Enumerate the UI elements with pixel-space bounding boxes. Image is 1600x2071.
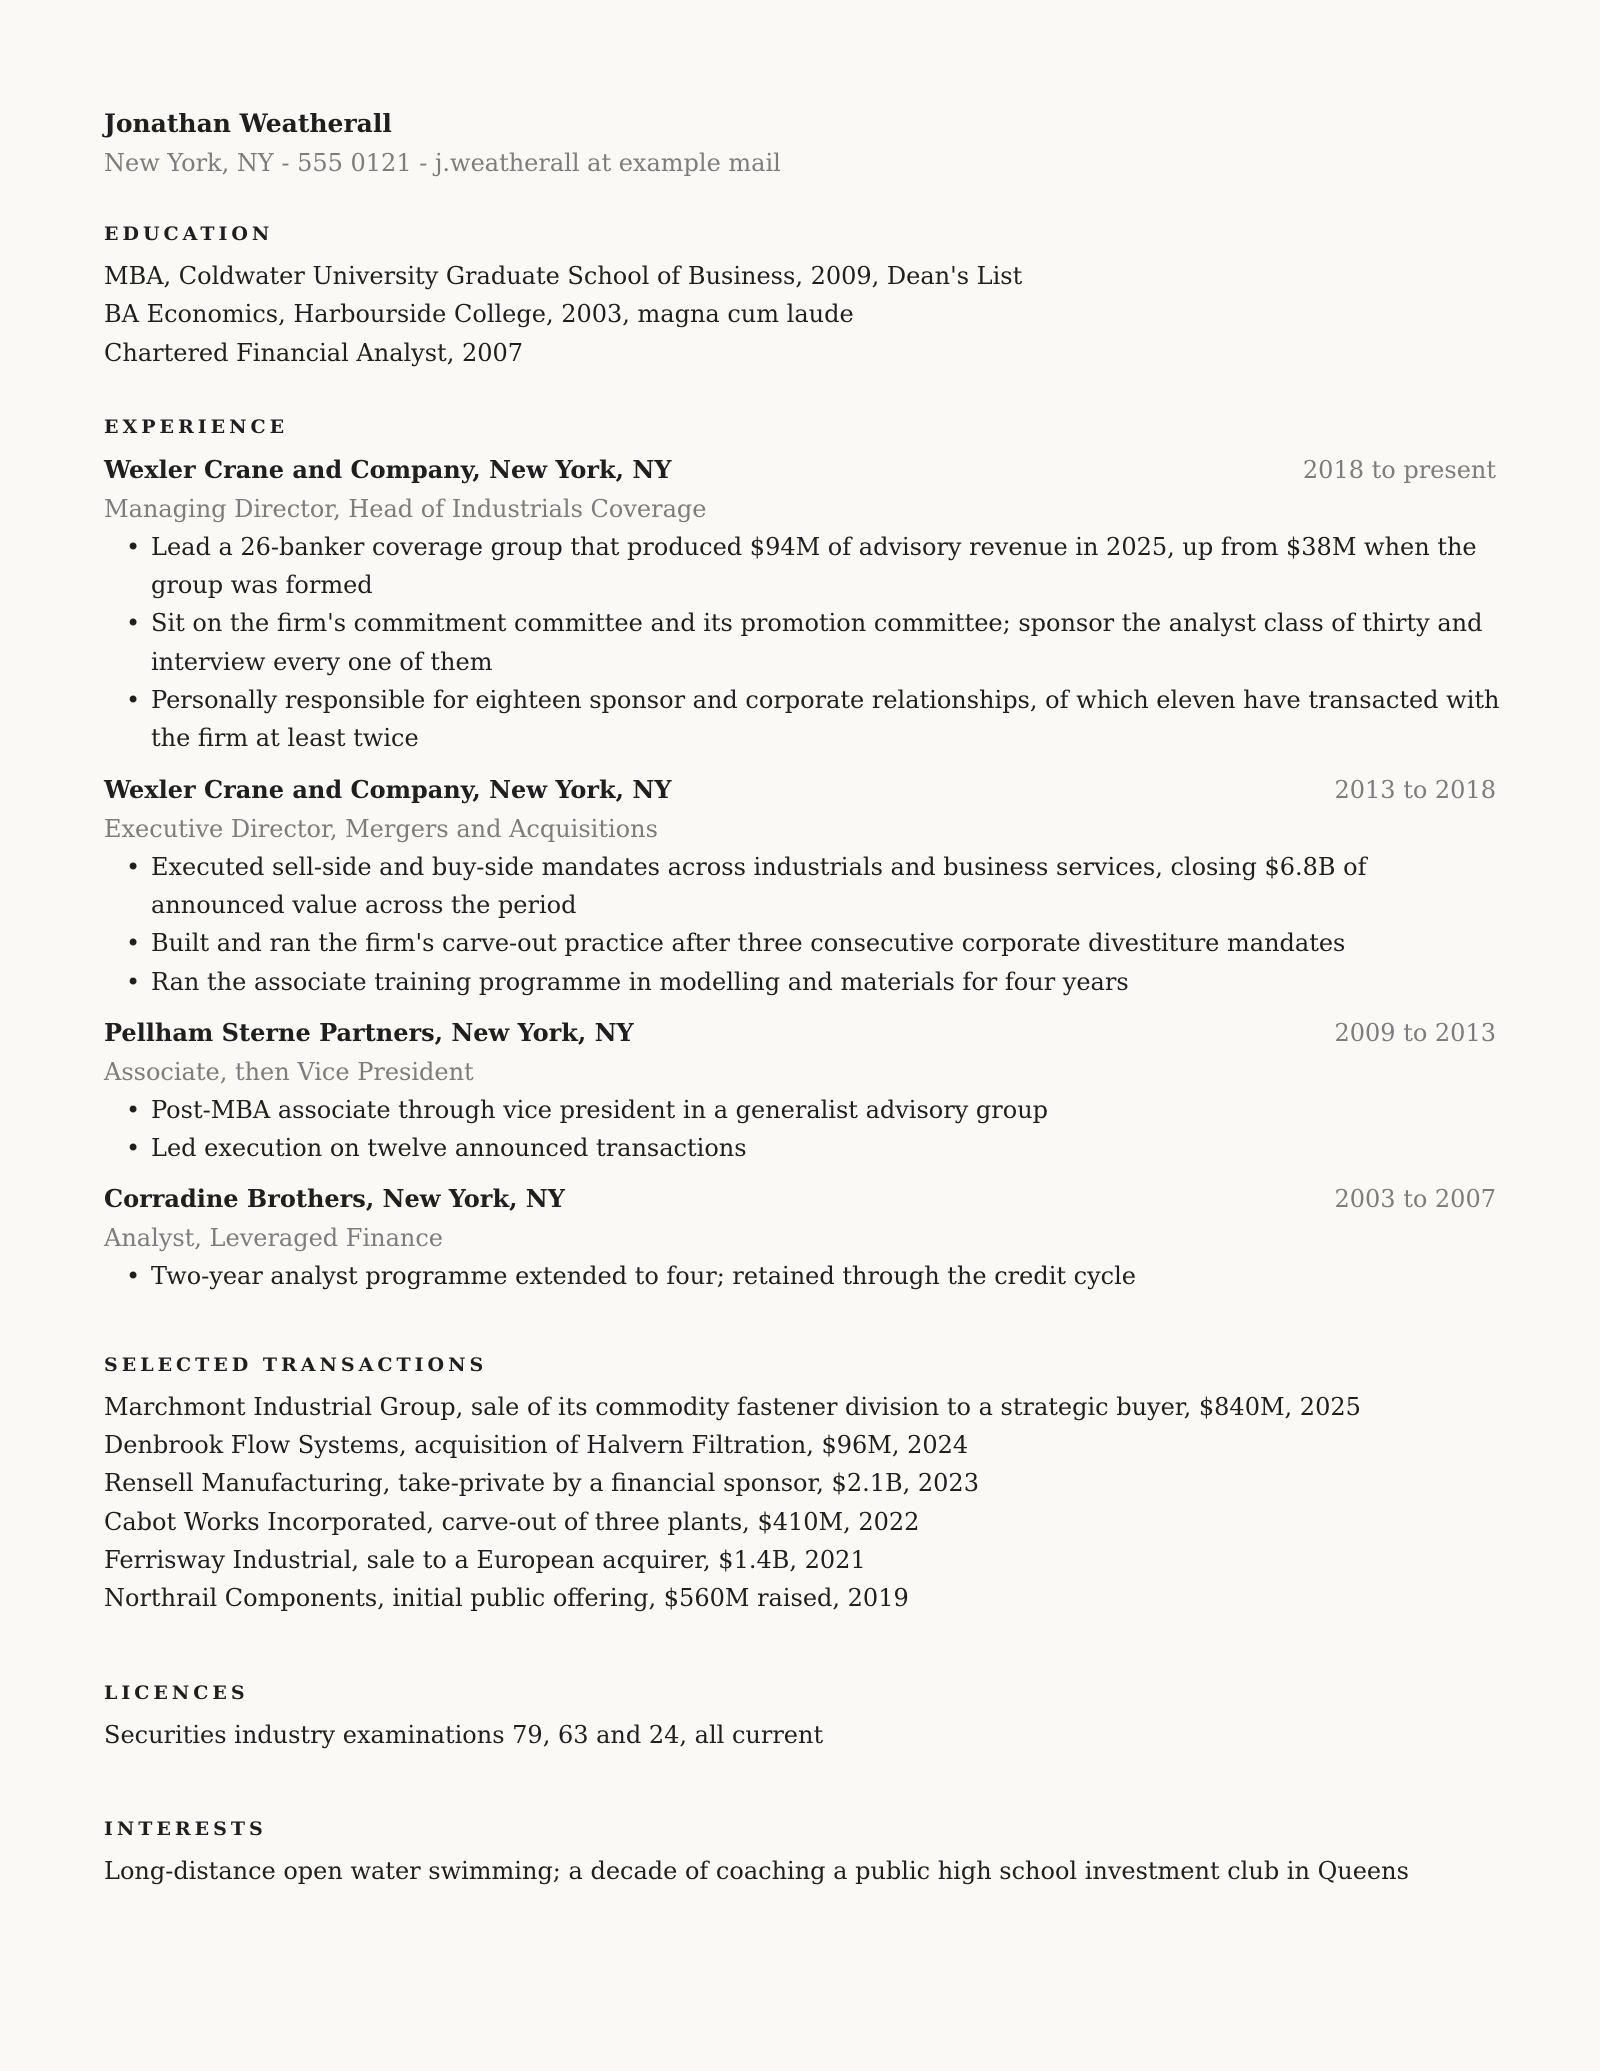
job-bullet: • Lead a 26-banker coverage group that produced $94M of advisory revenue in 2025, up from $38M when the group was formed bbox=[104, 528, 1506, 605]
experience-heading: EXPERIENCE bbox=[104, 415, 289, 438]
job-role: Managing Director, Head of Industrials Coverage bbox=[104, 494, 707, 523]
job-dates: 2003 to 2007 bbox=[1334, 1185, 1496, 1214]
experience-section bbox=[104, 414, 1500, 1296]
job-role: Associate, then Vice President bbox=[104, 1057, 474, 1086]
transactions-heading: SELECTED TRANSACTIONS bbox=[104, 1353, 488, 1376]
job-header bbox=[104, 1013, 1496, 1053]
job-bullets bbox=[104, 1091, 1506, 1168]
job-bullet: • Post-MBA associate through vice president in a generalist advisory group bbox=[104, 1091, 1506, 1129]
job-company: Corradine Brothers, New York, NY bbox=[104, 1184, 565, 1214]
education-heading: EDUCATION bbox=[104, 223, 274, 245]
job-dates: 2009 to 2013 bbox=[1334, 1018, 1496, 1047]
job-role: Executive Director, Mergers and Acquisitions bbox=[104, 814, 658, 843]
job-bullet: • Built and ran the firm's carve-out practice after three consecutive corporate divestiture mandates bbox=[104, 924, 1506, 962]
transaction-item: Rensell Manufacturing, take-private by a financial sponsor, $2.1B, 2023 bbox=[104, 1469, 979, 1498]
job-entry bbox=[104, 1013, 1500, 1168]
education-item: MBA, Coldwater University Graduate School of Business, 2009, Dean's List bbox=[104, 262, 1023, 290]
interests-heading: INTERESTS bbox=[104, 1817, 267, 1840]
job-company: Pellham Sterne Partners, New York, NY bbox=[104, 1017, 634, 1047]
licences-section bbox=[104, 1680, 1500, 1754]
job-entry bbox=[104, 770, 1500, 1001]
transaction-item: Northrail Components, initial public offering, $560M raised, 2019 bbox=[104, 1584, 909, 1613]
education-item: Chartered Financial Analyst, 2007 bbox=[104, 338, 524, 367]
interests-text: Long-distance open water swimming; a decade of coaching a public high school investment club in Queens bbox=[104, 1856, 1409, 1885]
job-company: Wexler Crane and Company, New York, NY bbox=[104, 454, 672, 484]
job-bullet: • Ran the associate training programme in modelling and materials for four years bbox=[104, 963, 1506, 1001]
job-header bbox=[104, 770, 1496, 810]
job-bullet: • Sit on the firm's commitment committee and its promotion committee; sponsor the analyst class of thirty and interview every one of them bbox=[104, 604, 1506, 681]
transaction-item: Marchmont Industrial Group, sale of its commodity fastener division to a strategic buyer, $840M, 2025 bbox=[104, 1392, 1361, 1421]
candidate-name: Jonathan Weatherall bbox=[104, 109, 392, 138]
licences-heading: LICENCES bbox=[104, 1681, 249, 1704]
transaction-item: Ferrisway Industrial, sale to a European acquirer, $1.4B, 2021 bbox=[104, 1545, 866, 1574]
resume-header bbox=[104, 106, 1500, 181]
transaction-item: Denbrook Flow Systems, acquisition of Halvern Filtration, $96M, 2024 bbox=[104, 1431, 969, 1460]
job-header bbox=[104, 1179, 1496, 1219]
job-bullet: • Two-year analyst programme extended to four; retained through the credit cycle bbox=[104, 1257, 1506, 1295]
job-bullet: • Executed sell-side and buy-side mandates across industrials and business services, closing $6.8B of announced value across the period bbox=[104, 848, 1506, 925]
interests-section bbox=[104, 1816, 1500, 1890]
job-dates: 2013 to 2018 bbox=[1334, 775, 1496, 804]
job-entry bbox=[104, 1179, 1500, 1295]
job-header bbox=[104, 450, 1496, 490]
contact-line: New York, NY - 555 0121 - j.weatherall at example mail bbox=[104, 149, 781, 177]
job-bullet: • Led execution on twelve announced transactions bbox=[104, 1129, 1506, 1167]
job-bullets bbox=[104, 848, 1506, 1001]
job-role: Analyst, Leveraged Finance bbox=[104, 1224, 443, 1253]
job-entry bbox=[104, 450, 1500, 758]
licences-text: Securities industry examinations 79, 63 and 24, all current bbox=[104, 1720, 824, 1749]
education-item: BA Economics, Harbourside College, 2003, magna cum laude bbox=[104, 300, 854, 329]
transaction-item: Cabot Works Incorporated, carve-out of three plants, $410M, 2022 bbox=[104, 1507, 920, 1536]
job-dates: 2018 to present bbox=[1302, 455, 1496, 484]
job-bullet: • Personally responsible for eighteen sponsor and corporate relationships, of which eleven have transacted with the firm at least twice bbox=[104, 681, 1506, 758]
job-company: Wexler Crane and Company, New York, NY bbox=[104, 774, 672, 804]
transactions-section bbox=[104, 1352, 1500, 1618]
job-bullets bbox=[104, 1257, 1506, 1295]
education-section bbox=[104, 221, 1500, 372]
job-bullets bbox=[104, 528, 1506, 758]
